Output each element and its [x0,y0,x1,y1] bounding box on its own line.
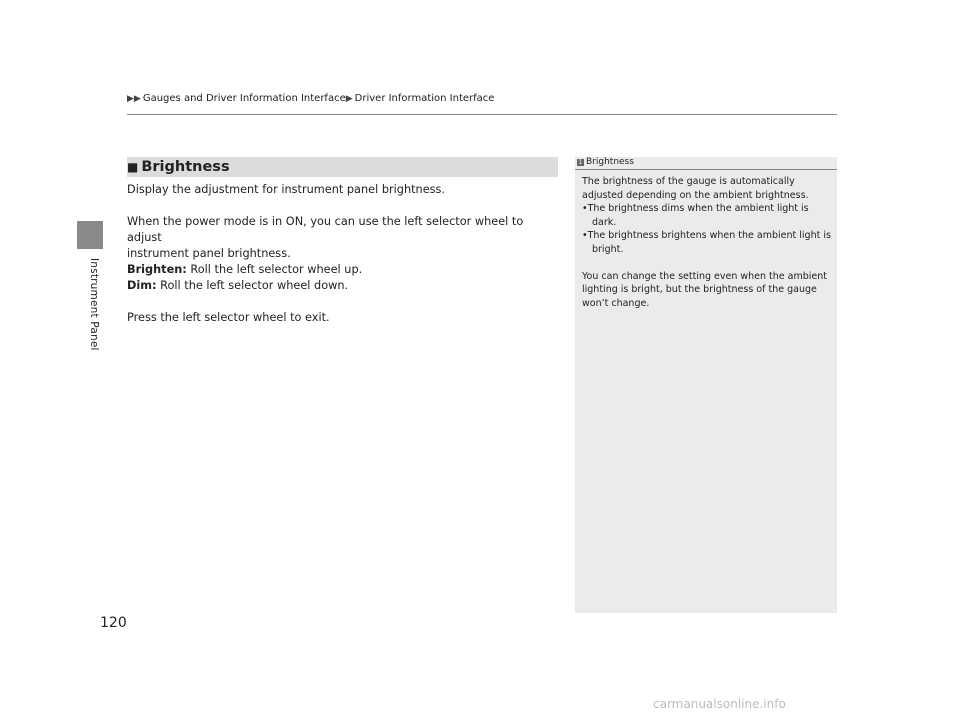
section-header [127,157,558,177]
breadcrumb-item-gauges[interactable]: Gauges and Driver Information Interface [142,93,346,104]
breadcrumb-arrows-icon: ▶▶ [127,94,141,104]
chapter-label: Instrument Panel [88,258,100,351]
side-note-body [582,175,832,310]
dim-label: Dim: [127,279,157,292]
side-note-header [575,157,837,167]
power-mode-line-2: instrument panel brightness. [127,247,291,260]
watermark: carmanualsonline.info [653,697,786,711]
brighten-text: Roll the left selector wheel up. [186,263,363,276]
section-title [127,157,230,177]
breadcrumb-arrow-icon: ▶ [345,94,353,104]
brighten-instruction [127,262,547,278]
note-line-1: The brightness of the gauge is automatically adjusted depending on the ambient brightness. [582,176,809,201]
main-content [127,182,547,326]
note-number-icon: 1 [578,159,583,166]
side-note-title: Brightness [586,157,634,167]
section-square-icon: ■ [127,160,139,174]
page-number: 120 [100,615,127,631]
breadcrumb-item-driver-info[interactable]: Driver Information Interface [354,93,495,104]
section-title-text: Brightness [141,159,230,175]
dim-instruction [127,278,547,294]
note-bullet-1: •The brightness dims when the ambient light is dark. [582,203,809,228]
dim-text: Roll the left selector wheel down. [156,279,349,292]
exit-paragraph: Press the left selector wheel to exit. [127,311,330,324]
note-line-2: You can change the setting even when the ambient lighting is bright, but the brightness of the gauge won’t change. [582,270,828,309]
chapter-tab [77,221,103,249]
side-note-panel [575,157,837,613]
brighten-label: Brighten: [127,263,187,276]
intro-paragraph: Display the adjustment for instrument panel brightness. [127,183,446,196]
power-mode-line-1: When the power mode is in ON, you can use the left selector wheel to adjust [127,215,524,244]
breadcrumb [127,93,494,104]
header-divider [127,114,837,115]
note-bullet-2: •The brightness brightens when the ambient light is bright. [582,230,831,255]
side-note-divider [575,169,837,170]
